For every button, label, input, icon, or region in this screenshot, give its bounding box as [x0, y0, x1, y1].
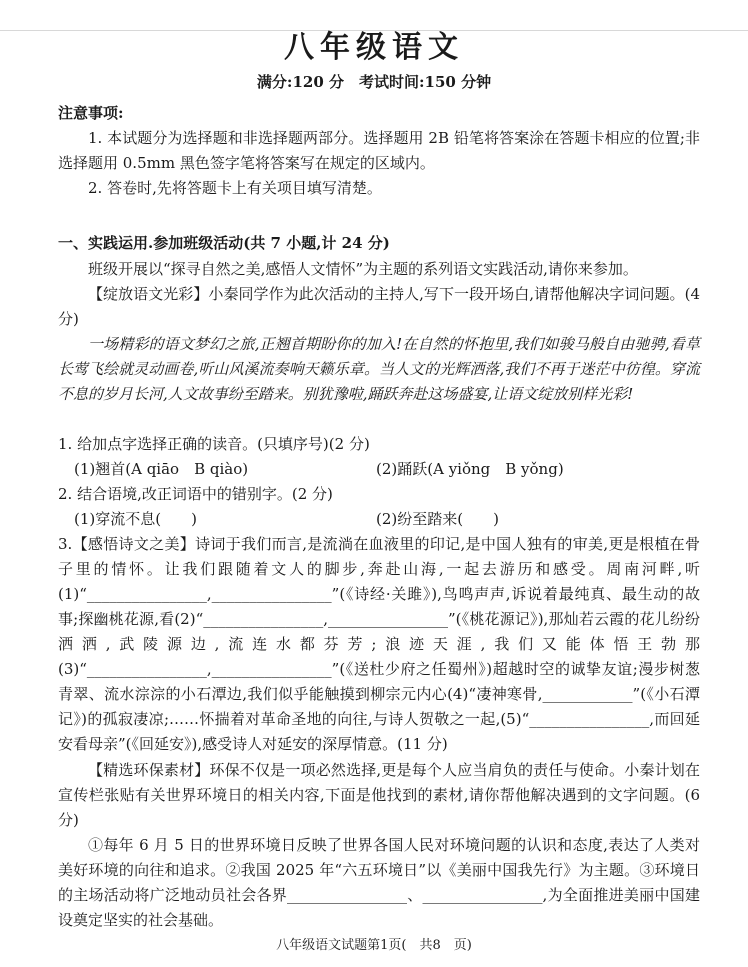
notice-item-2: 2. 答卷时,先将答题卡上有关项目填写清楚。	[88, 179, 382, 197]
notice-heading: 注意事项:	[58, 104, 124, 122]
question-2-stem: 2. 结合语境,改正词语中的错别字。(2 分)	[58, 485, 333, 503]
question-2-item-a: (1)穿流不息( )	[74, 510, 197, 528]
question-3-poetry: 3.【感悟诗文之美】诗词于我们而言,是流淌在血液里的印记,是中国人独有的审美,更是根植在骨子里的情怀。让我们跟随着文人的脚步,奔赴山海,一起去游历和感受。周南河畔,听(1)“________________,________________”(《诗经·关雎》),鸟鸣声声,诉说着最纯真、最生动的故事;探幽桃花源,看(2)“________________,________________”(《桃花源记》),那灿若云霞的花儿纷纷洒洒,武陵源边,流连水都芬芳;浪迹天涯,我们又能体悟王勃那(3)“________________,________________”(《送杜少府之任蜀州》)超越时空的诚挚友谊;漫步树葱青翠、流水淙淙的小石潭边,我们似乎能触摸到柳宗元内心(4)“凄神寒骨,____________”(《小石潭记》)的孤寂凄凉;……怀揣着对革命圣地的向往,与诗人贺敬之一起,(5)“________________,而回延安看母亲”(《回延安》),感受诗人对延安的深厚情意。(11 分)	[58, 535, 700, 753]
section-intro: 班级开展以“探寻自然之美,感悟人文情怀”为主题的系列语文实践活动,请你来参加。	[88, 260, 638, 278]
question-1-option-a: (1)翘首(A qiāo B qiào)	[74, 460, 249, 478]
page-title: 八年级语文	[284, 30, 464, 65]
opening-passage: 一场精彩的语文梦幻之旅,正翘首期盼你的加入!在自然的怀抱里,我们如骏马般自由驰骋,看草长莺飞绘就灵动画卷,听山风溪流奏响天籁乐章。当人文的光辉洒落,我们不再于迷茫中彷徨。穿流不息的岁月长河,人文故事纷至踏来。别犹豫啦,踊跃奔赴这场盛宴,让语文绽放别样光彩!	[58, 335, 700, 403]
question-2-item-b: (2)纷至踏来( )	[376, 510, 499, 528]
question-1-stem: 1. 给加点字选择正确的读音。(只填序号)(2 分)	[58, 435, 370, 453]
notice-item-1: 1. 本试题分为选择题和非选择题两部分。选择题用 2B 铅笔将答案涂在答题卡相应的位置;非选择题用 0.5mm 黑色签字笔将答案写在规定的区域内。	[58, 129, 700, 172]
page-footer: 八年级语文试题第1页( 共8 页)	[276, 938, 472, 953]
task-header-environment: 【精选环保素材】环保不仅是一项必然选择,更是每个人应当肩负的责任与使命。小秦计划在宣传栏张贴有关世界环境日的相关内容,下面是他找到的素材,请你帮他解决遇到的文字问题。(6 分)	[58, 761, 700, 829]
section-heading: 一、实践运用.参加班级活动(共 7 小题,计 24 分)	[58, 234, 390, 252]
exam-info: 满分:120 分 考试时间:150 分钟	[256, 73, 492, 91]
task-header-chinese: 【绽放语文光彩】小秦同学作为此次活动的主持人,写下一段开场白,请帮他解决字词问题。(4 分)	[58, 285, 700, 328]
question-1-option-b: (2)踊跃(A yiǒng B yǒng)	[376, 460, 564, 478]
environment-material: ①每年 6 月 5 日的世界环境日反映了世界各国人民对环境问题的认识和态度,表达了人类对美好环境的向往和追求。②我国 2025 年“六五环境日”以《美丽中国我先行》为主题。③环境日的主场活动将广泛地动员社会各界________________、________________,为全面推进美丽中国建设奠定坚实的社会基础。	[58, 836, 700, 929]
